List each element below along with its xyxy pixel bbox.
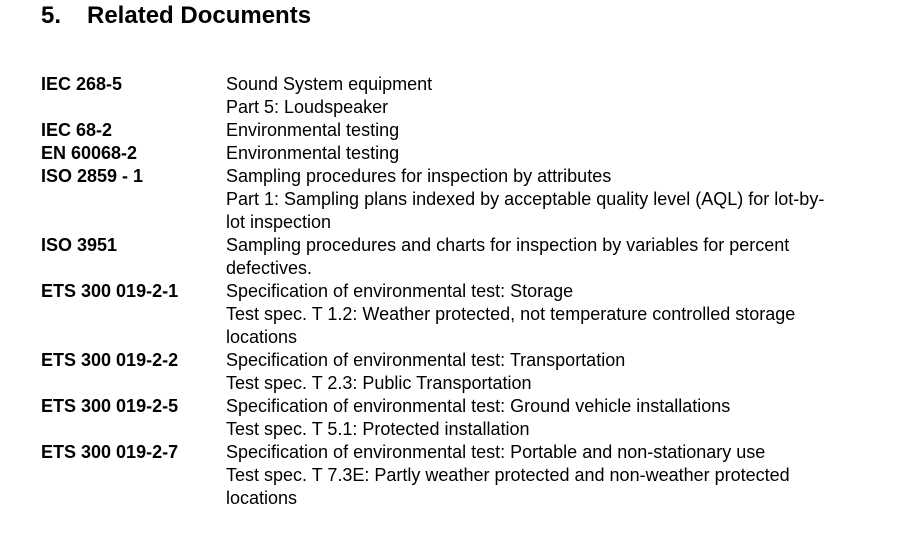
document-row bbox=[41, 73, 901, 119]
document-row bbox=[41, 119, 901, 142]
document-id: ETS 300 019-2-1 bbox=[41, 281, 179, 301]
document-description-line: Specification of environmental test: Ground vehicle installations bbox=[226, 396, 731, 416]
related-documents-list bbox=[41, 73, 901, 510]
document-description bbox=[226, 73, 901, 119]
document-row bbox=[41, 234, 901, 280]
document-description bbox=[226, 280, 901, 349]
document-description-line: Sampling procedures for inspection by attributes bbox=[226, 166, 612, 186]
section-number: 5. bbox=[41, 2, 62, 29]
document-description bbox=[226, 349, 901, 395]
document-description-line: Part 5: Loudspeaker bbox=[226, 97, 389, 117]
document-description-line: Test spec. T 5.1: Protected installation bbox=[226, 419, 530, 439]
document-description-line: Specification of environmental test: Portable and non-stationary use bbox=[226, 442, 766, 462]
document-description-line: lot inspection bbox=[226, 212, 332, 232]
document-description-line: Part 1: Sampling plans indexed by acceptable quality level (AQL) for lot-by- bbox=[226, 189, 825, 209]
document-row bbox=[41, 165, 901, 234]
document-id: ISO 3951 bbox=[41, 235, 118, 255]
document-description-line: Specification of environmental test: Storage bbox=[226, 281, 574, 301]
document-description bbox=[226, 142, 901, 165]
document-row bbox=[41, 280, 901, 349]
document-id: IEC 68-2 bbox=[41, 120, 113, 140]
document-description-line: Environmental testing bbox=[226, 143, 400, 163]
document-description-line: locations bbox=[226, 488, 298, 508]
document-description bbox=[226, 119, 901, 142]
document-row bbox=[41, 142, 901, 165]
document-description-line: Sampling procedures and charts for inspection by variables for percent bbox=[226, 235, 790, 255]
document-description-line: Environmental testing bbox=[226, 120, 400, 140]
document-description-line: defectives. bbox=[226, 258, 313, 278]
document-id: IEC 268-5 bbox=[41, 74, 123, 94]
document-id: EN 60068-2 bbox=[41, 143, 138, 163]
document-description-line: Sound System equipment bbox=[226, 74, 433, 94]
document-id: ETS 300 019-2-5 bbox=[41, 396, 179, 416]
document-description-line: Test spec. T 1.2: Weather protected, not temperature controlled storage bbox=[226, 304, 796, 324]
document-row bbox=[41, 349, 901, 395]
document-id: ISO 2859 - 1 bbox=[41, 166, 144, 186]
document-description-line: Test spec. T 7.3E: Partly weather protected and non-weather protected bbox=[226, 465, 790, 485]
document-id: ETS 300 019-2-7 bbox=[41, 442, 179, 462]
section-heading bbox=[41, 0, 311, 32]
document-row bbox=[41, 395, 901, 441]
document-description bbox=[226, 441, 901, 510]
document-description-line: Test spec. T 2.3: Public Transportation bbox=[226, 373, 532, 393]
document-id: ETS 300 019-2-2 bbox=[41, 350, 179, 370]
document-description bbox=[226, 234, 901, 280]
document-description-line: Specification of environmental test: Transportation bbox=[226, 350, 626, 370]
document-row bbox=[41, 441, 901, 510]
document-description bbox=[226, 395, 901, 441]
document-description-line: locations bbox=[226, 327, 298, 347]
document-description bbox=[226, 165, 901, 234]
section-title: Related Documents bbox=[87, 2, 312, 29]
